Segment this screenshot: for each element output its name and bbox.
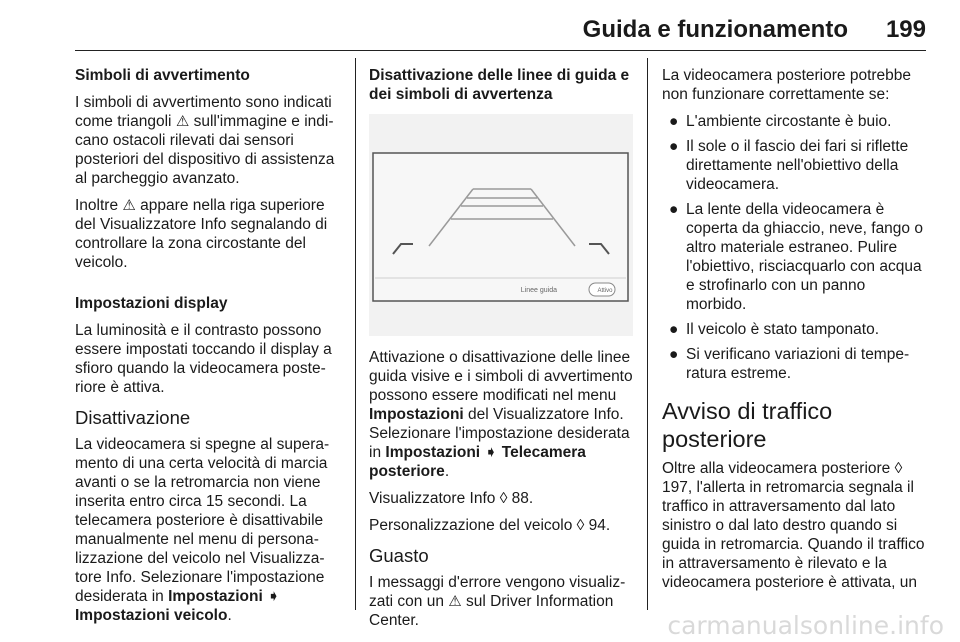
cross-reference: Visualizzatore Info ◊ 88. <box>369 490 534 507</box>
paragraph: La luminosità e il contrasto possono essere impostati toccando il display a sfioro quando la videocamera posteriore è attiva. <box>75 322 332 396</box>
bullet-icon: ● <box>669 138 679 155</box>
column-1 <box>75 66 343 633</box>
paragraph: I messaggi d'errore vengono visualizzati con un ⚠ sul Driver Information Center. <box>369 574 626 629</box>
column-2 <box>369 66 635 638</box>
menu-arrow-icon: ➧ <box>484 444 498 461</box>
list-item: ● Si verificano variazioni di temperatura estreme. <box>669 346 910 382</box>
list-item: ● Il sole o il fascio dei fari si riflette direttamente nell'obiettivo della videocamera. <box>669 138 909 193</box>
paragraph: La videocamera posteriore potrebbe non funzionare correttamente se: <box>662 67 912 103</box>
menu-path: Impostazioni veicolo <box>75 607 228 624</box>
column-3 <box>662 66 926 600</box>
menu-arrow-icon: ➧ <box>267 588 281 605</box>
subheading-warning-symbols: Simboli di avvertimento <box>75 67 250 84</box>
warning-triangle-icon: ⚠ <box>448 593 462 610</box>
menu-path: Telecamera posteriore <box>369 444 586 480</box>
rear-camera-guidelines-illustration <box>369 114 633 336</box>
paragraph: Inoltre ⚠ appare nella riga superiore del Visualizzatore Info segnalando di controllare la zona circostante del veicolo. <box>75 197 328 271</box>
camera-screen-drawing <box>369 114 633 336</box>
running-header-title: Guida e funzionamento <box>582 16 848 43</box>
cross-reference: Personalizzazione del veicolo ◊ 94. <box>369 517 611 534</box>
page-ref-icon: ◊ <box>576 517 585 534</box>
bullet-icon: ● <box>669 321 679 338</box>
list-item: ● La lente della videocamera è coperta da ghiaccio, neve, fango o altro materiale estraneo. Pulire l'obiettivo, risciacquarlo con acqua e strofinarlo con un panno morbido. <box>669 201 923 313</box>
conditions-list <box>662 112 926 383</box>
paragraph: Oltre alla videocamera posteriore ◊ 197, l'allerta in retromarcia segnala il traffico in attraversamento dal lato sinistro o dal lato destro quando si guida in retromarcia. Quando il traffico in attraversamento è rilevato e la videocamera posteriore è attivata, un <box>662 460 925 591</box>
watermark: carmanualsonline.info <box>667 611 944 640</box>
paragraph: La videocamera si spegne al superamento di una certa velocità di marcia avanti o se la retromarcia non viene inserita entro circa 15 secondi. La telecamera posteriore è disattivabile manualmente nel menu di personalizzazione del veicolo nel Visualizzatore Info. Selezionare l'impostazione desiderata in Impostazioni ➧ Impostazioni veicolo. <box>75 436 330 624</box>
menu-path: Impostazioni <box>369 406 464 423</box>
subheading-guidelines-deactivation: Disattivazione delle linee di guida e dei simboli di avvertenza <box>369 67 630 103</box>
subheading-display-settings: Impostazioni display <box>75 295 228 312</box>
page-ref-icon: ◊ <box>894 460 903 477</box>
page-ref-icon: ◊ <box>499 490 508 507</box>
menu-path: Impostazioni <box>168 588 263 605</box>
list-item: ● L'ambiente circostante è buio. <box>669 113 892 130</box>
warning-triangle-icon: ⚠ <box>175 113 190 130</box>
bullet-icon: ● <box>669 346 679 363</box>
bullet-icon: ● <box>669 113 679 130</box>
bullet-icon: ● <box>669 201 679 218</box>
paragraph: I simboli di avvertimento sono indicati come triangoli ⚠ sull'immagine e indicano ostacoli rilevati dai sensori posteriori del dispositivo di assistenza al parcheggio avanzato. <box>75 94 335 187</box>
paragraph: Attivazione o disattivazione delle linee guida visive e i simboli di avvertimento possono essere modificati nel menu Impostazioni del Visualizzatore Info. Selezionare l'impostazione desiderata in Impostazioni ➧ Telecamera posteriore. <box>369 349 633 480</box>
heading-rear-cross-traffic: Avviso di traffico posteriore <box>662 398 833 452</box>
header-rule <box>75 50 926 51</box>
column-divider <box>647 58 648 610</box>
toggle-label: Linee guida <box>520 287 557 294</box>
heading-deactivation: Disattivazione <box>75 407 191 428</box>
menu-path: Impostazioni <box>385 444 481 461</box>
warning-triangle-icon: ⚠ <box>122 197 136 214</box>
toggle-state: Attivo <box>597 288 613 294</box>
heading-fault: Guasto <box>369 545 429 566</box>
page-number: 199 <box>885 16 926 43</box>
column-divider <box>355 58 356 610</box>
list-item: ● Il veicolo è stato tamponato. <box>669 321 880 338</box>
